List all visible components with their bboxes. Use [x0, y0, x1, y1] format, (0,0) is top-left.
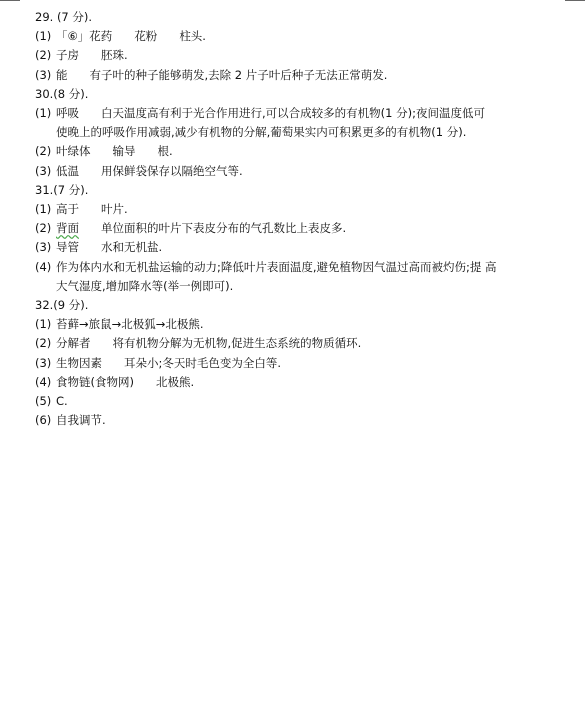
answer-text: 输导 — [112, 144, 136, 159]
answer-text: 水和无机盐. — [101, 240, 163, 255]
item-number: (1) — [35, 29, 52, 44]
q30-answer-1-continuation: 使晚上的呼吸作用减弱,减少有机物的分解,葡萄果实内可积累更多的有机物(1 分). — [56, 125, 467, 140]
answer-text: 高于 — [56, 202, 79, 217]
answer-text: 「⑥」花药 — [56, 29, 113, 44]
answer-text: C. — [56, 394, 68, 409]
item-number: (3) — [35, 163, 52, 178]
item-number: (2) — [35, 221, 52, 236]
q31-answer-2 — [35, 219, 575, 238]
q29-answer-2 — [35, 46, 575, 65]
item-number: (6) — [35, 413, 52, 428]
q31-heading: 31.(7 分). — [35, 182, 89, 197]
answer-document — [35, 8, 575, 430]
answer-text: 食物链(食物网) — [56, 374, 134, 389]
q32-answer-3 — [35, 354, 575, 373]
answer-text: 呼吸 — [56, 106, 79, 121]
item-number: (3) — [35, 240, 52, 255]
item-number: (1) — [35, 317, 52, 332]
answer-text: 有子叶的种子能够萌发,去除 2 片子叶后种子无法正常萌发. — [89, 67, 388, 82]
answer-text: 低温 — [56, 163, 79, 178]
item-number: (4) — [35, 259, 52, 274]
page-corner-mark-right — [565, 0, 585, 1]
q32-heading: 32.(9 分). — [35, 298, 89, 313]
answer-text: 分解者 — [56, 336, 91, 351]
q32-answer-4 — [35, 373, 575, 392]
q29-answer-3 — [35, 66, 575, 85]
q31-answer-3 — [35, 238, 575, 257]
answer-text: 能 — [56, 67, 68, 82]
answer-text: 叶片. — [101, 202, 128, 217]
answer-text: 苔藓→旅鼠→北极狐→北极熊. — [56, 317, 204, 332]
item-number: (3) — [35, 67, 52, 82]
q32-answer-5 — [35, 392, 575, 411]
item-number: (3) — [35, 355, 52, 370]
q31-answer-4-continuation: 大气湿度,增加降水等(举一例即可). — [56, 278, 234, 293]
answer-text: 白天温度高有利于光合作用进行,可以合成较多的有机物(1 分);夜间温度低可 — [101, 106, 485, 121]
q32-answer-2 — [35, 334, 575, 353]
answer-text: 花粉 — [134, 29, 158, 44]
answer-text: 耳朵小;冬天时毛色变为全白等. — [124, 355, 282, 370]
item-number: (2) — [35, 336, 52, 351]
answer-text: 用保鲜袋保存以隔绝空气等. — [101, 163, 243, 178]
q30-answer-2 — [35, 142, 575, 161]
q32-answer-1 — [35, 315, 575, 334]
item-number: (2) — [35, 144, 52, 159]
page-corner-mark-left — [0, 0, 20, 1]
answer-text: 生物因素 — [56, 355, 102, 370]
q31-answer-1 — [35, 200, 575, 219]
answer-text: 柱头. — [179, 29, 206, 44]
item-number: (1) — [35, 202, 52, 217]
answer-text: 叶绿体 — [56, 144, 91, 159]
answer-text: 北极熊. — [155, 374, 195, 389]
answer-text: 导管 — [56, 240, 79, 255]
answer-text: 自我调节. — [56, 413, 106, 428]
answer-text: 子房 — [56, 48, 79, 63]
q32-answer-6 — [35, 411, 575, 430]
q29-answer-1 — [35, 27, 575, 46]
answer-text: 单位面积的叶片下表皮分布的气孔数比上表皮多. — [101, 221, 347, 236]
item-number: (1) — [35, 106, 52, 121]
q30-answer-1 — [35, 104, 575, 123]
item-number: (4) — [35, 374, 52, 389]
item-number: (2) — [35, 48, 52, 63]
q30-answer-3 — [35, 162, 575, 181]
q30-heading: 30.(8 分). — [35, 86, 89, 101]
item-number: (5) — [35, 394, 52, 409]
q29-heading: 29. (7 分). — [35, 10, 93, 24]
answer-text: 胚珠. — [101, 48, 128, 63]
spellcheck-underlined-text: 背面 — [56, 221, 79, 236]
answer-text: 将有机物分解为无机物,促进生态系统的物质循环. — [112, 336, 362, 351]
q31-answer-4 — [35, 258, 575, 277]
answer-text: 作为体内水和无机盐运输的动力;降低叶片表面温度,避免植物因气温过高而被灼伤;提 高 — [56, 259, 497, 274]
answer-text: 根. — [157, 144, 173, 159]
